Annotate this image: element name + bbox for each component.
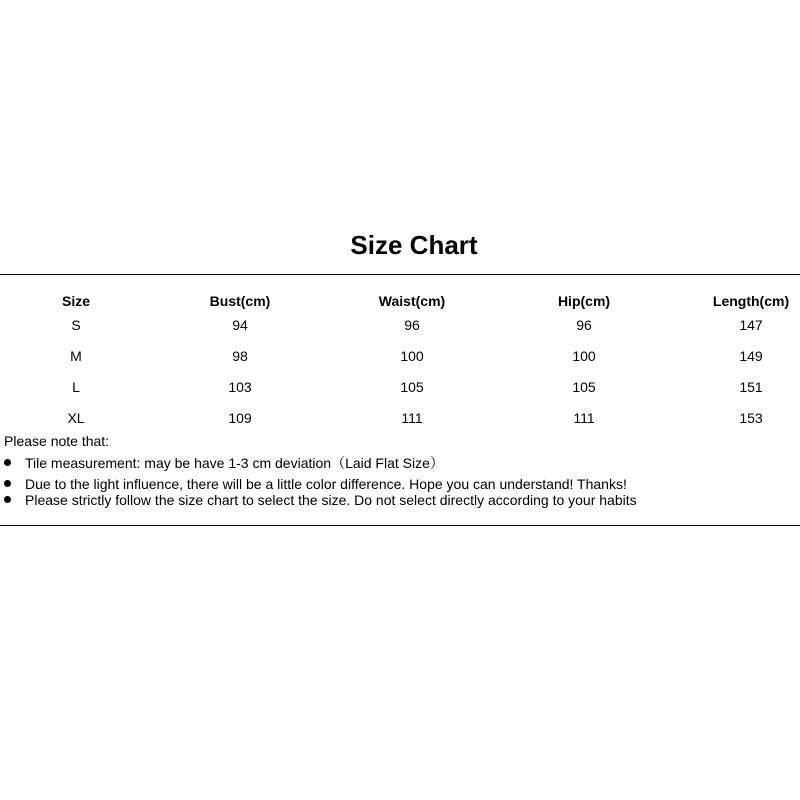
bullet-icon (4, 480, 11, 487)
cell-bust: 98 (232, 348, 248, 364)
cell-length: 151 (739, 379, 763, 395)
cell-waist: 96 (404, 317, 420, 333)
cell-hip: 111 (573, 410, 595, 426)
cell-bust: 109 (228, 410, 252, 426)
notes-heading: Please note that: (4, 433, 110, 449)
cell-size: XL (67, 410, 85, 426)
header-waist: Waist(cm) (378, 293, 446, 309)
cell-hip: 96 (576, 317, 592, 333)
cell-waist: 100 (400, 348, 424, 364)
header-bust: Bust(cm) (209, 293, 271, 309)
cell-length: 147 (739, 317, 763, 333)
note-text: Please strictly follow the size chart to select the size. Do not select directly according to your habits (25, 492, 637, 508)
bottom-divider (0, 525, 800, 526)
header-hip: Hip(cm) (557, 293, 611, 309)
bullet-icon (4, 496, 11, 503)
header-size: Size (61, 293, 90, 309)
note-text: Due to the light influence, there will be a little color difference. Hope you can understand! Thanks! (25, 476, 627, 492)
cell-size: L (72, 379, 80, 395)
cell-hip: 105 (572, 379, 596, 395)
cell-hip: 100 (572, 348, 596, 364)
cell-bust: 103 (228, 379, 252, 395)
header-length: Length(cm) (712, 293, 790, 309)
cell-size: S (71, 317, 81, 333)
page-title: Size Chart (350, 230, 478, 260)
cell-length: 153 (739, 410, 763, 426)
cell-waist: 105 (400, 379, 424, 395)
cell-waist: 111 (401, 410, 423, 426)
cell-size: M (70, 348, 82, 364)
bullet-icon (4, 459, 11, 466)
cell-length: 149 (739, 348, 763, 364)
cell-bust: 94 (232, 317, 248, 333)
note-text: Tile measurement: may be have 1-3 cm deviation（Laid Flat Size） (25, 455, 444, 471)
top-divider (0, 274, 800, 275)
